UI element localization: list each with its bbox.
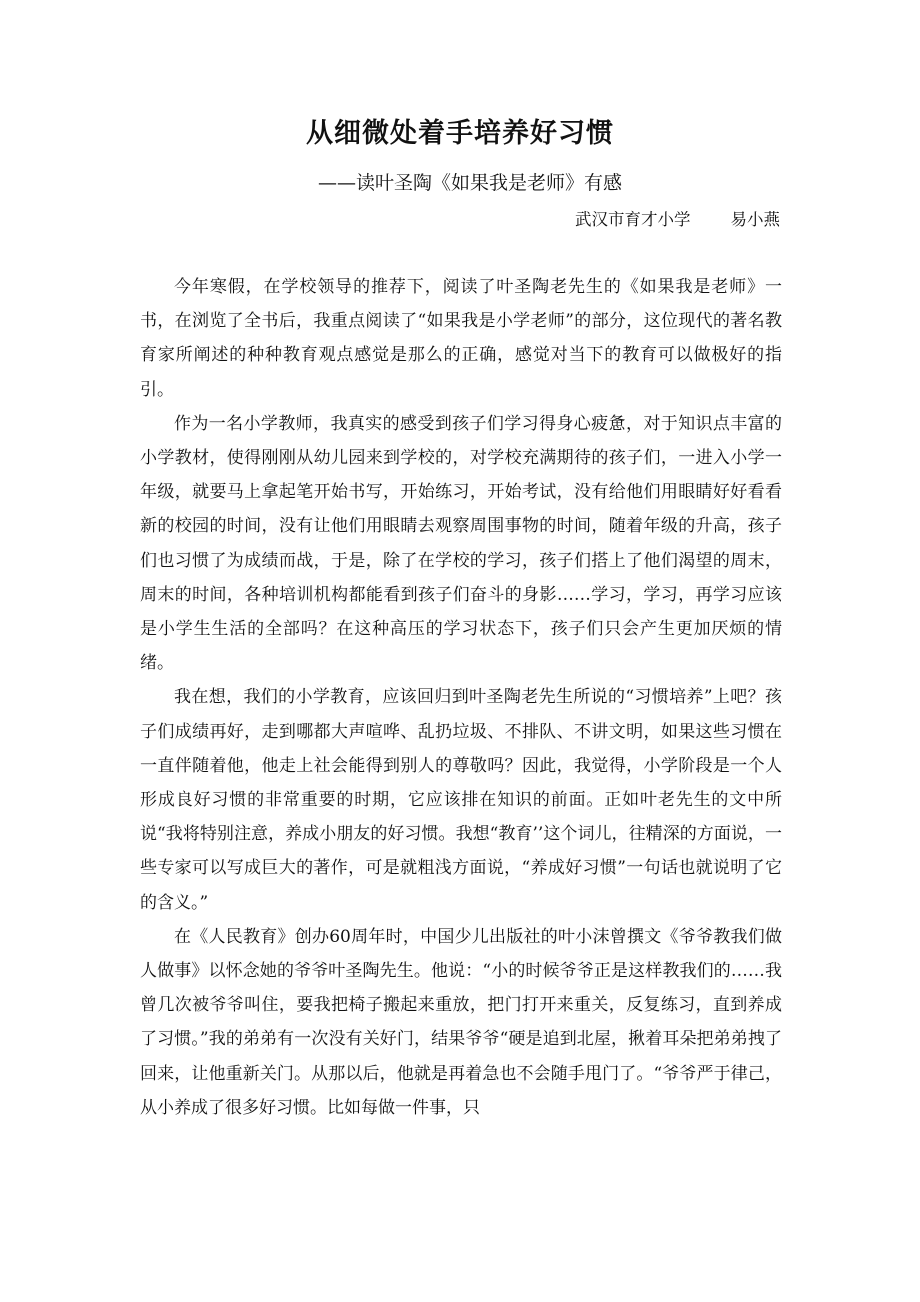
paragraph: 我在想，我们的小学教育，应该回归到叶圣陶老先生所说的“习惯培养”上吧？孩子们成绩再好，走到哪都大声喧哗、乱扔垃圾、不排队、不讲文明，如果这些习惯在一直伴随着他，他走上社会能得到别人的尊敬吗？因此，我觉得，小学阶段是一个人形成良好习惯的非常重要的时期，它应该排在知识的前面。正如叶老先生的文中所说“我将特别注意，养成小朋友的好习惯。我想“教育’’这个词儿，往精深的方面说，一些专家可以写成巨大的著作，可是就粗浅方面说，“养成好习惯”一句话也就说明了它的含义。” — [140, 687, 782, 913]
author-name: 易小燕 — [730, 210, 780, 229]
paragraph: 在《人民教育》创办60周年时，中国少儿出版社的叶小沫曾撰文《爷爷教我们做人做事》以怀念她的爷爷叶圣陶先生。他说：“小的时候爷爷正是这样教我们的……我曾几次被爷爷叫住，要我把椅子搬起来重放，把门打开来重关，反复练习，直到养成了习惯。”我的弟弟有一次没有关好门，结果爷爷“硬是追到北屋，揪着耳朵把弟弟拽了回来，让他重新关门。从那以后，他就是再着急也不会随手甩门了。“爷爷严于律己，从小养成了很多好习惯。比如每做一件事，只 — [140, 926, 782, 1118]
paragraph: 作为一名小学教师，我真实的感受到孩子们学习得身心疲惫，对于知识点丰富的小学教材，使得刚刚从幼儿园来到学校的，对学校充满期待的孩子们，一进入小学一年级，就要马上拿起笔开始书写，开始练习，开始考试，没有给他们用眼睛好好看看新的校园的时间，没有让他们用眼睛去观察周围事物的时间，随着年级的升高，孩子们也习惯了为成绩而战，于是，除了在学校的学习，孩子们搭上了他们渴望的周末，周末的时间，各种培训机构都能看到孩子们奋斗的身影……学习，学习，再学习应该是小学生生活的全部吗？在这种高压的学习状态下，孩子们只会产生更加厌烦的情绪。 — [140, 413, 782, 674]
paragraph: 今年寒假，在学校领导的推荐下，阅读了叶圣陶老先生的《如果我是老师》一书，在浏览了全书后，我重点阅读了“如果我是小学老师”的部分，这位现代的著名教育家所阐述的种种教育观点感觉是那么的正确，感觉对当下的教育可以做极好的指引。 — [140, 277, 782, 400]
document-subtitle: ——读叶圣陶《如果我是老师》有感 — [317, 172, 622, 194]
document-body — [140, 270, 782, 1125]
school-name: 武汉市育才小学 — [575, 210, 691, 229]
document-title: 从细微处着手培养好习惯 — [306, 118, 614, 149]
author-line — [575, 205, 780, 235]
